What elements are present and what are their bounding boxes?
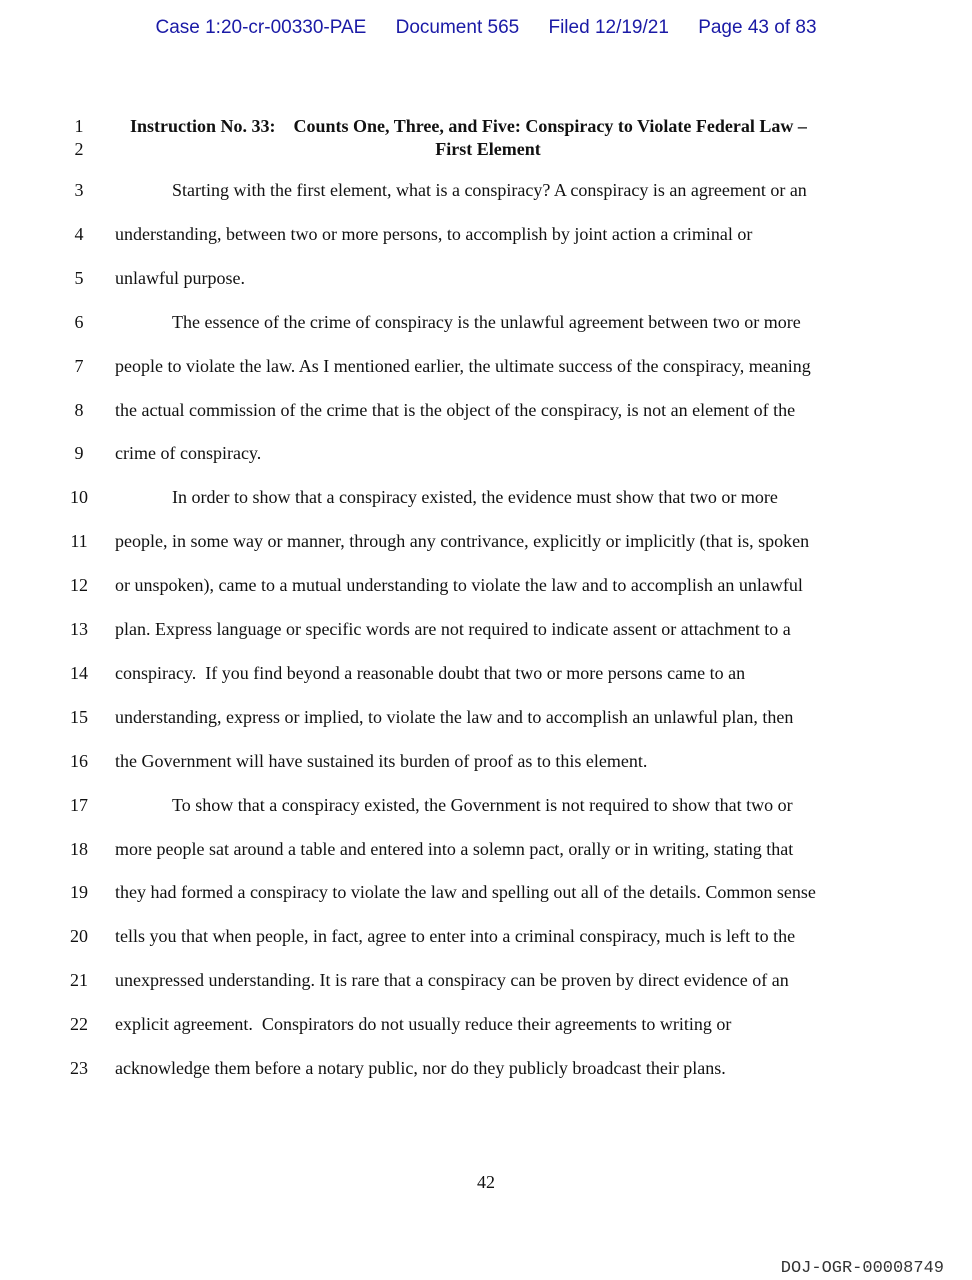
bates-number: DOJ-OGR-00008749 bbox=[780, 1259, 944, 1278]
line-number: 10 bbox=[70, 487, 88, 508]
line-text: understanding, express or implied, to violate the law and to accomplish an unlawful plan, then bbox=[115, 706, 794, 727]
line-number: 21 bbox=[70, 970, 88, 991]
line-number: 8 bbox=[74, 399, 84, 420]
line-number: 11 bbox=[70, 531, 88, 552]
line-text: more people sat around a table and entered into a solemn pact, orally or in writing, stating that bbox=[115, 838, 794, 859]
document-number: Document 565 bbox=[395, 17, 520, 38]
line-number: 15 bbox=[70, 706, 88, 727]
instruction-title: Instruction No. 33: Counts One, Three, and Five: Conspiracy to Violate Federal Law – bbox=[130, 116, 807, 136]
page-number: 42 bbox=[477, 1172, 495, 1192]
line-text: unexpressed understanding. It is rare that a conspiracy can be proven by direct evidence of an bbox=[115, 970, 789, 991]
case-header bbox=[0, 17, 972, 39]
instruction-subtitle: First Element bbox=[435, 139, 541, 159]
line-number: 5 bbox=[74, 267, 84, 288]
line-text: acknowledge them before a notary public, nor do they publicly broadcast their plans. bbox=[115, 1058, 726, 1078]
line-text: the Government will have sustained its burden of proof as to this element. bbox=[115, 750, 648, 771]
line-number: 4 bbox=[74, 223, 84, 244]
line-number: 22 bbox=[70, 1014, 88, 1035]
line-number: 18 bbox=[70, 838, 88, 859]
line-text: conspiracy. If you find beyond a reasonable doubt that two or more persons came to an bbox=[115, 662, 746, 683]
line-text: understanding, between two or more persons, to accomplish by joint action a criminal or bbox=[115, 223, 753, 244]
line-number: 9 bbox=[74, 443, 84, 464]
line-text: the actual commission of the crime that is the object of the conspiracy, is not an element of the bbox=[115, 399, 796, 420]
line-number: 1 bbox=[74, 116, 84, 136]
line-number: 20 bbox=[70, 926, 88, 947]
line-text: To show that a conspiracy existed, the Government is not required to show that two or bbox=[172, 794, 793, 815]
line-number: 3 bbox=[74, 180, 84, 200]
case-number: Case 1:20-cr-00330-PAE bbox=[155, 17, 367, 38]
line-number: 16 bbox=[70, 750, 88, 771]
line-text: unlawful purpose. bbox=[115, 267, 245, 288]
page-of-total: Page 43 of 83 bbox=[698, 17, 817, 38]
line-text: or unspoken), came to a mutual understanding to violate the law and to accomplish an unlawful bbox=[115, 575, 803, 596]
line-text: people, in some way or manner, through any contrivance, explicitly or implicitly (that is, spoken bbox=[115, 531, 810, 552]
line-number: 14 bbox=[70, 662, 88, 683]
line-text: explicit agreement. Conspirators do not usually reduce their agreements to writing or bbox=[115, 1014, 732, 1035]
line-text: people to violate the law. As I mentioned earlier, the ultimate success of the conspiracy, meaning bbox=[115, 355, 811, 376]
line-text: Starting with the first element, what is a conspiracy? A conspiracy is an agreement or an bbox=[172, 180, 807, 200]
filed-date: Filed 12/19/21 bbox=[548, 17, 669, 38]
line-number: 7 bbox=[74, 355, 84, 376]
line-text: In order to show that a conspiracy existed, the evidence must show that two or more bbox=[172, 487, 778, 508]
line-number: 23 bbox=[70, 1058, 88, 1078]
line-number: 19 bbox=[70, 882, 88, 903]
line-number: 2 bbox=[74, 139, 84, 159]
line-number: 13 bbox=[70, 619, 88, 639]
line-text: crime of conspiracy. bbox=[115, 443, 262, 464]
line-number: 6 bbox=[74, 311, 84, 332]
line-number: 17 bbox=[70, 794, 88, 815]
line-text: plan. Express language or specific words are not required to indicate assent or attachment to a bbox=[115, 619, 791, 639]
line-text: tells you that when people, in fact, agree to enter into a criminal conspiracy, much is left to the bbox=[115, 926, 796, 947]
line-text: The essence of the crime of conspiracy is the unlawful agreement between two or more bbox=[172, 311, 801, 332]
line-text: they had formed a conspiracy to violate the law and spelling out all of the details. Common sense bbox=[115, 882, 816, 903]
line-number: 12 bbox=[70, 575, 88, 596]
